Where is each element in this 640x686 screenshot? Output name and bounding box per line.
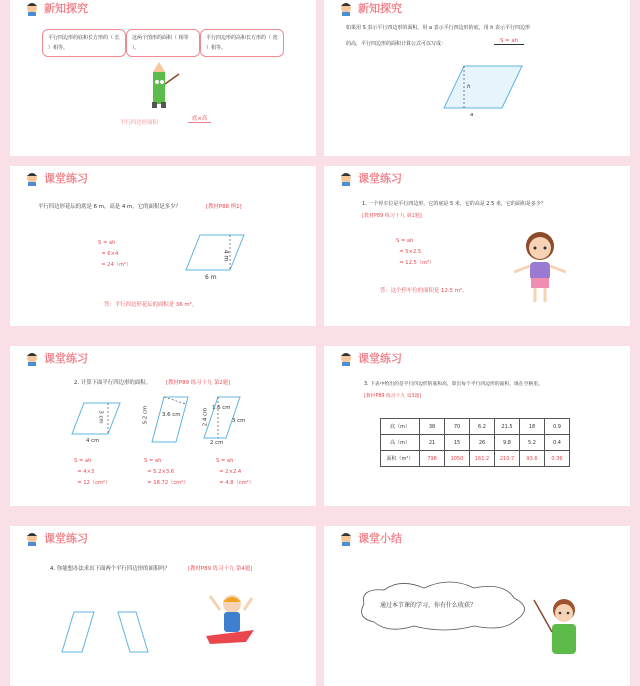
table-cell: 5.2 (520, 435, 545, 451)
slide-title: 新知探究 (44, 2, 88, 15)
fig3-height: 1.6 cm (212, 405, 231, 411)
reference: [教材P89 练习十九 第4题] (188, 566, 253, 572)
slide-7 (10, 526, 316, 686)
table-cell[interactable]: 93.6 (520, 451, 545, 467)
work-line-3: = 12.5（m²） (396, 260, 435, 266)
work3-line-1: S = ah (216, 458, 234, 464)
slide-title: 课堂练习 (44, 172, 88, 185)
row-label: 底（m） (381, 419, 420, 435)
table-cell: 6.2 (470, 419, 495, 435)
slide-title: 课堂练习 (44, 532, 88, 545)
work-line-2: = 6×4 (98, 251, 119, 257)
slide-title: 课堂练习 (358, 352, 402, 365)
table-cell: 9.8 (495, 435, 520, 451)
slide-8 (324, 526, 630, 686)
question: 1. 一个停车位是平行四边形。它的底是 5 米，它的高是 2.5 米，它的面积是多少？ (362, 201, 546, 207)
formula-value: 底×高 (188, 114, 211, 123)
slide-4 (324, 166, 630, 326)
slide-title: 课堂小结 (358, 532, 402, 545)
table-cell[interactable]: 0.36 (545, 451, 570, 467)
row-label: 高（m） (381, 435, 420, 451)
table-cell: 38 (420, 419, 445, 435)
work3-line-2: = 2×2.4 (216, 469, 242, 475)
row-label: 面积（m²） (381, 451, 420, 467)
teacher-badge-icon (24, 2, 40, 16)
work2-line-1: S = ah (144, 458, 162, 464)
area-table (380, 418, 570, 467)
work2-line-3: = 18.72（cm²） (144, 480, 189, 486)
answer: 答：平行四边形花坛的面积是 36 m²。 (104, 302, 198, 308)
pencil-character-icon (145, 62, 185, 112)
slide-2 (324, 0, 630, 156)
girl-character-icon (510, 228, 570, 308)
fig1-base: 4 cm (86, 438, 100, 444)
slide-title: 课堂练习 (44, 352, 88, 365)
table-cell: 18 (520, 419, 545, 435)
teacher-badge-icon (24, 352, 40, 366)
parallelogram-figure (444, 64, 524, 114)
label-height: 4 m (222, 249, 230, 262)
work-line-1: S = ah (98, 240, 116, 246)
teacher-character-icon (534, 596, 584, 656)
label-a: a (470, 112, 474, 118)
fig2-side: 5.2 cm (142, 405, 149, 425)
cloud-text: 通过本节课的学习，你有什么收获？ (380, 602, 477, 609)
table-row (381, 451, 570, 467)
fig2-height: 3.6 cm (162, 412, 181, 418)
fig1-height: 3 cm (97, 410, 104, 424)
teacher-badge-icon (338, 352, 354, 366)
reference: [教材P89 练习十九 第1题] (362, 213, 422, 219)
table-row (381, 419, 570, 435)
table-cell[interactable]: 161.2 (470, 451, 495, 467)
question: 平行四边形花坛的底是 6 m，高是 4 m，它的面积是多少？ (38, 204, 181, 210)
fig3-base: 2 cm (210, 440, 224, 446)
teacher-badge-icon (338, 2, 354, 16)
teacher-badge-icon (338, 172, 354, 186)
table-row (381, 435, 570, 451)
formula-answer: S = ah (494, 38, 524, 45)
label-base: 6 m (205, 274, 217, 281)
work-line-2: = 5×2.5 (396, 249, 422, 255)
work1-line-3: = 12（cm²） (74, 480, 111, 486)
bubble-height: 平行四边形的高和长方形的（ 宽 ）相等。 (200, 29, 284, 57)
table-cell: 0.4 (545, 435, 570, 451)
parallelogram-figure (186, 234, 246, 274)
question: 4. 你能想办法求出下面两个平行四边形的面积吗？ (50, 566, 171, 572)
slide-3 (10, 166, 316, 326)
table-cell: 21 (420, 435, 445, 451)
formula-text-line2: 的高，平行四边形的面积计算公式可以写成： (346, 41, 447, 47)
formula-text-line1: 如果用 S 表示平行四边形的面积，用 a 表示平行四边形的底，用 h 表示平行四边形 (346, 25, 530, 31)
teacher-badge-icon (24, 172, 40, 186)
table-cell[interactable]: 210.7 (495, 451, 520, 467)
bubble-area: 这两个图形的面积（ 相等 ）。 (126, 29, 200, 57)
work1-line-2: = 4×3 (74, 469, 95, 475)
teacher-badge-icon (24, 532, 40, 546)
table-cell[interactable]: 798 (420, 451, 445, 467)
boy-on-plane-icon (206, 590, 256, 650)
parallelogram-pair (60, 612, 150, 652)
table-cell: 26 (470, 435, 495, 451)
reference: [教材P89 练习十九 第3题] (364, 394, 422, 399)
slide-5 (10, 346, 316, 506)
table-cell[interactable]: 1050 (445, 451, 470, 467)
work-line-1: S = ah (396, 238, 414, 244)
table-cell: 15 (445, 435, 470, 451)
answer: 答：这个停车位的面积是 12.5 m²。 (380, 288, 468, 294)
work1-line-1: S = ah (74, 458, 92, 464)
question: 2. 计算下面平行四边形的面积。 (74, 380, 151, 386)
teacher-badge-icon (338, 532, 354, 546)
slide-title: 课堂练习 (358, 172, 402, 185)
bubble-base: 平行四边形的底和长方形的（ 长 ）相等。 (42, 29, 126, 57)
question: 3. 下表中给出的是平行四边形的底和高，算出每个平行四边形的面积，填在空格里。 (364, 382, 543, 387)
label-h: h (467, 84, 471, 90)
fig3-side3: 3 cm (232, 418, 246, 424)
reference: [教材P88 例1] (206, 204, 242, 210)
table-cell: 70 (445, 419, 470, 435)
work2-line-2: = 5.2×3.6 (144, 469, 175, 475)
work3-line-3: = 4.8（cm²） (216, 480, 254, 486)
work-line-3: = 24（m²） (98, 262, 132, 268)
slide-title: 新知探究 (358, 2, 402, 15)
formula-label: 平行四边形面积 (120, 120, 158, 126)
fig3-side2: 2.4 cm (202, 407, 209, 427)
table-cell: 21.5 (495, 419, 520, 435)
slide-6 (324, 346, 630, 506)
parallelogram-2 (152, 396, 192, 444)
reference: [教材P89 练习十九 第2题] (166, 380, 231, 386)
table-cell: 0.9 (545, 419, 570, 435)
slide-1 (10, 0, 316, 156)
